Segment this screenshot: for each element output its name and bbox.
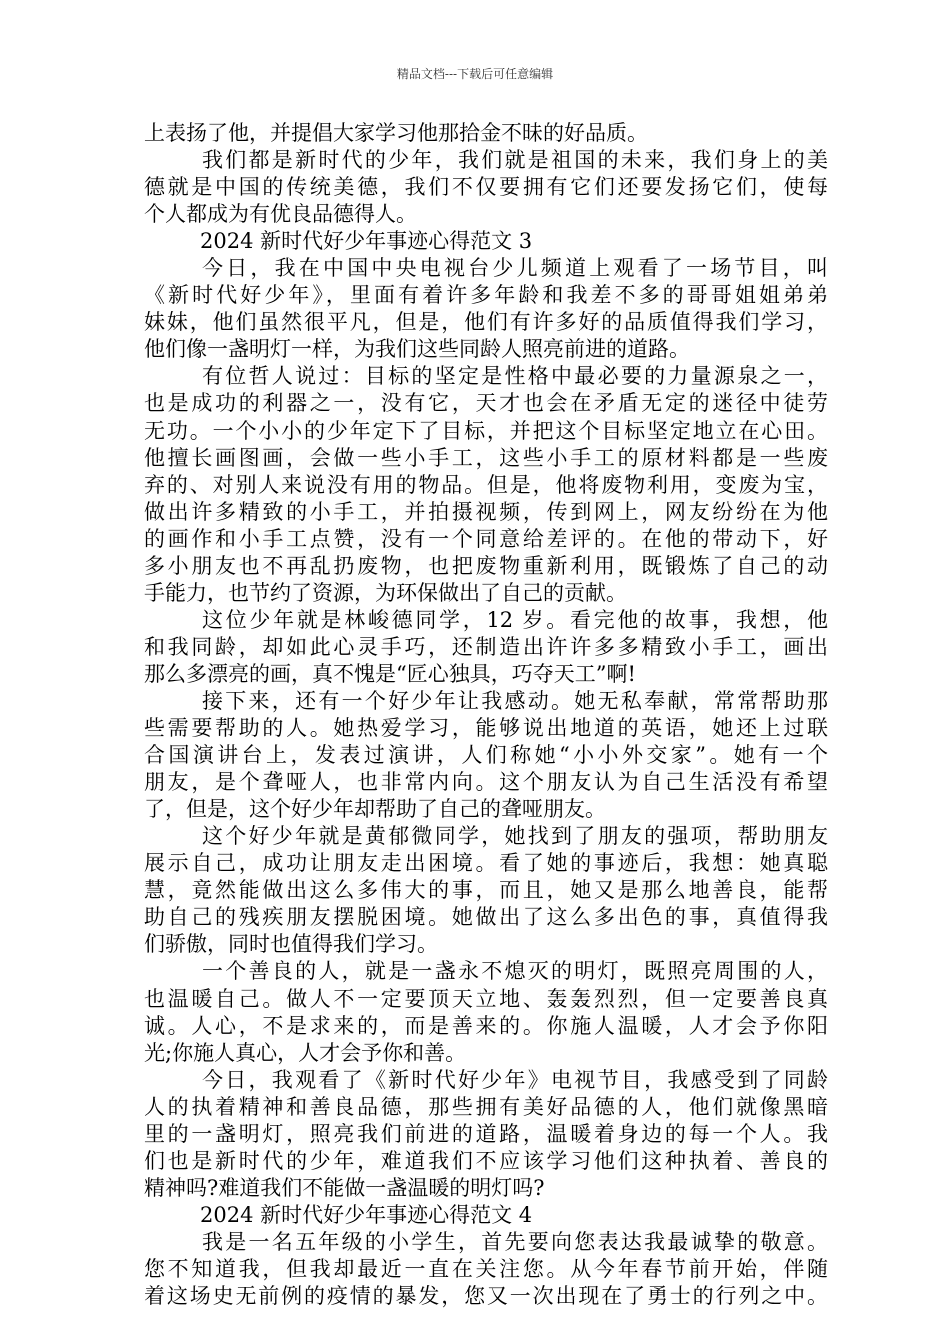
text-line: 展示自己，成功让朋友走出困境。看了她的事迹后，我想：她真聪 <box>144 851 828 876</box>
text-line: 那么多漂亮的画，真不愧是“匠心独具，巧夺天工”啊! <box>144 661 636 686</box>
text-line: 着这场史无前例的疫情的暴发，您又一次出现在了勇士的行列之中。 <box>144 1284 828 1309</box>
text-line: 妹妹，他们虽然很平凡，但是，他们有许多好的品质值得我们学习， <box>144 310 828 335</box>
paragraph-start-line: 这位少年就是林峻德同学，12 岁。看完他的故事，我想，他 <box>202 607 828 632</box>
text-line: 人的执着精神和善良品德，那些拥有美好品德的人，他们就像黑暗 <box>144 1094 828 1119</box>
text-line: 精神吗?难道我们不能做一盏温暖的明灯吗? <box>144 1175 545 1200</box>
paragraph-start-line: 我是一名五年级的小学生，首先要向您表达我最诚挚的敬意。 <box>202 1229 828 1254</box>
page-header: 精品文档---下载后可任意编辑 <box>396 67 554 81</box>
paragraph-start-line: 今日，我在中国中央电视台少儿频道上观看了一场节目，叫 <box>202 256 828 281</box>
text-line: 无功。一个小小的少年定下了目标，并把这个目标坚定地立在心田。 <box>144 418 828 443</box>
document-body <box>144 120 828 1310</box>
text-line: 也是成功的利器之一，没有它，天才也会在矛盾无定的迷径中徒劳 <box>144 391 828 416</box>
text-line: 您不知道我，但我却最近一直在关注您。从今年春节前开始，伴随 <box>144 1256 828 1281</box>
paragraph-start-line: 我们都是新时代的少年，我们就是祖国的未来，我们身上的美 <box>202 148 828 173</box>
text-line: 个人都成为有优良品德得人。 <box>144 202 417 227</box>
paragraph-start-line: 接下来，还有一个好少年让我感动。她无私奉献，常常帮助那 <box>202 688 828 713</box>
section-heading: 2024 新时代好少年事迹心得范文 3 <box>200 229 533 254</box>
text-line: 们也是新时代的少年，难道我们不应该学习他们这种执着、善良的 <box>144 1148 828 1173</box>
text-line: 光;你施人真心，人才会予你和善。 <box>144 1040 467 1065</box>
text-line: 诚。人心，不是求来的，而是善来的。你施人温暖，人才会予你阳 <box>144 1013 828 1038</box>
text-line: 了，但是，这个好少年却帮助了自己的聋哑朋友。 <box>144 797 606 822</box>
text-line: 们骄傲，同时也值得我们学习。 <box>144 932 438 957</box>
paragraph-start-line: 这个好少年就是黄郁微同学，她找到了朋友的强项，帮助朋友 <box>202 824 828 849</box>
text-line: 朋友，是个聋哑人，也非常内向。这个朋友认为自己生活没有希望 <box>144 770 828 795</box>
text-line: 德就是中国的传统美德，我们不仅要拥有它们还要发扬它们，使每 <box>144 175 828 200</box>
text-line: 也温暖自己。做人不一定要顶天立地、轰轰烈烈，但一定要善良真 <box>144 986 828 1011</box>
text-line: 做出许多精致的小手工，并拍摄视频，传到网上，网友纷纷在为他 <box>144 499 828 524</box>
paragraph-start-line: 有位哲人说过：目标的坚定是性格中最必要的力量源泉之一， <box>202 364 828 389</box>
text-line: 多小朋友也不再乱扔废物，也把废物重新利用，既锻炼了自己的动 <box>144 553 828 578</box>
text-line: 和我同龄，却如此心灵手巧，还制造出许许多多精致小手工，画出 <box>144 634 828 659</box>
text-line: 些需要帮助的人。她热爱学习，能够说出地道的英语，她还上过联 <box>144 716 828 741</box>
text-line: 手能力，也节约了资源，为环保做出了自己的贡献。 <box>144 580 627 605</box>
paragraph-start-line: 今日，我观看了《新时代好少年》电视节目，我感受到了同龄 <box>202 1067 828 1092</box>
paragraph-start-line: 一个善良的人，就是一盏永不熄灭的明灯，既照亮周围的人， <box>202 959 828 984</box>
text-line: 他们像一盏明灯一样，为我们这些同龄人照亮前进的道路。 <box>144 337 690 362</box>
text-line: 合国演讲台上，发表过演讲，人们称她“小小外交家”。她有一个 <box>144 743 828 768</box>
text-line: 上表扬了他，并提倡大家学习他那拾金不昧的好品质。 <box>144 121 648 145</box>
text-line: 弃的、对别人来说没有用的物品。但是，他将废物利用，变废为宝， <box>144 472 828 497</box>
text-line: 慧，竟然能做出这么多伟大的事，而且，她又是那么地善良，能帮 <box>144 878 828 903</box>
section-heading: 2024 新时代好少年事迹心得范文 4 <box>200 1202 533 1227</box>
text-line: 助自己的残疾朋友摆脱困境。她做出了这么多出色的事，真值得我 <box>144 905 828 930</box>
text-line: 他擅长画图画，会做一些小手工，这些小手工的原材料都是一些废 <box>144 445 828 470</box>
text-line: 《新时代好少年》，里面有着许多年龄和我差不多的哥哥姐姐弟弟 <box>144 283 828 308</box>
text-line: 的画作和小手工点赞，没有一个同意给差评的。在他的带动下，好 <box>144 526 828 551</box>
text-line: 里的一盏明灯，照亮我们前进的道路，温暖着身边的每一个人。我 <box>144 1121 828 1146</box>
